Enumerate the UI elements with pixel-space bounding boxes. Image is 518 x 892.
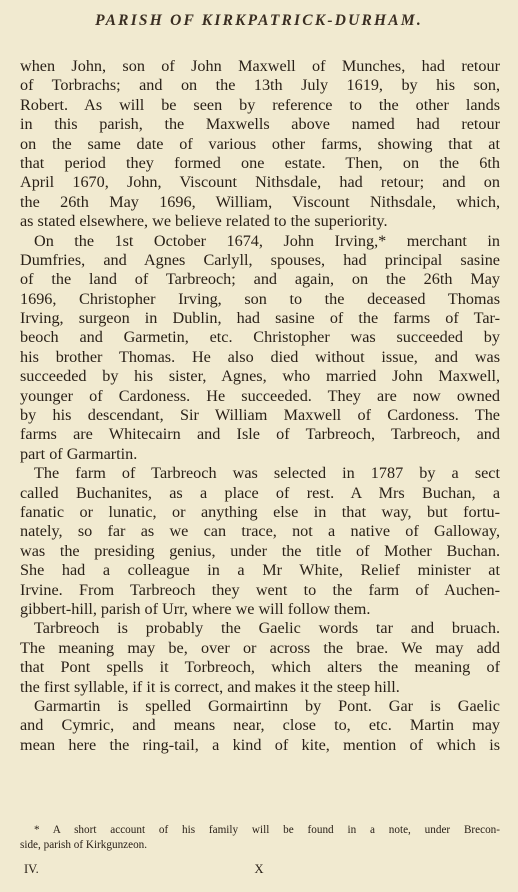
text-line: when John, son of John Maxwell of Munches, had retour xyxy=(20,57,500,75)
text-line: gibbert-hill, parish of Urr, where we will follow them. xyxy=(20,599,371,618)
text-line: called Buchanites, as a place of rest. A Mrs Buchan, a xyxy=(20,483,500,502)
text-line: Robert. As will be seen by reference to the other lands xyxy=(20,95,500,114)
text-line: that period they formed one estate. Then, on the 6th xyxy=(20,153,500,172)
text-line: in this parish, the Maxwells above named had retour xyxy=(20,115,500,134)
text-line: that Pont spells it Torbreoch, which alters the meaning of xyxy=(20,658,500,677)
text-line: was the presiding genius, under the title of Mother Buchan. xyxy=(20,541,500,560)
text-line: on the same date of various other farms, showing that at xyxy=(20,134,500,153)
footnote xyxy=(20,823,500,853)
text-line: the first syllable, if it is correct, and makes it the steep hill. xyxy=(20,677,400,696)
text-line: Irving, surgeon in Dublin, had sasine of the farms of Tar- xyxy=(20,309,500,328)
text-line: Dumfries, and Agnes Carlyll, spouses, had principal sasine xyxy=(20,250,500,269)
text-line: The meaning may be, over or across the brae. We may add xyxy=(20,638,500,657)
text-line: 1696, Christopher Irving, son to the deceased Thomas xyxy=(20,289,500,308)
signature-line xyxy=(0,862,518,880)
text-line: part of Garmartin. xyxy=(20,444,138,463)
text-line: Tarbreoch is probably the Gaelic words tar and bruach. xyxy=(34,619,500,638)
text-line: Irvine. From Tarbreoch they went to the farm of Auchen- xyxy=(20,580,500,599)
text-line: by his descendant, Sir William Maxwell of Cardoness. The xyxy=(20,406,500,425)
footnote-line: side, parish of Kirkgunzeon. xyxy=(20,839,148,851)
text-line: nately, so far as we can trace, not a native of Galloway, xyxy=(20,522,500,541)
text-line: the 26th May 1696, William, Viscount Nithsdale, which, xyxy=(20,192,500,211)
footnote-line: * A short account of his family will be found in a note, under Brecon- xyxy=(34,824,500,836)
text-line: On the 1st October 1674, John Irving,* merchant in xyxy=(34,231,500,250)
text-line: younger of Cardoness. He succeeded. They are now owned xyxy=(20,386,500,405)
text-line: fanatic or lunatic, or anything else in that way, but fortu- xyxy=(20,502,500,521)
text-line: of Torbrachs; and on the 13th July 1619, by his son, xyxy=(20,76,500,95)
text-line: and Cymric, and means near, close to, etc. Martin may xyxy=(20,716,500,735)
text-line: of the land of Tarbreoch; and again, on the 26th May xyxy=(20,270,500,289)
text-line: farms are Whitecairn and Isle of Tarbreoch, Tarbreoch, and xyxy=(20,425,500,444)
text-line: as stated elsewhere, we believe related to the superiority. xyxy=(20,212,388,231)
body-text xyxy=(20,57,500,755)
text-line: succeeded by his sister, Agnes, who married John Maxwell, xyxy=(20,367,500,386)
text-line: The farm of Tarbreoch was selected in 1787 by a sect xyxy=(34,464,500,483)
text-line: mean here the ring-tail, a kind of kite, mention of which is xyxy=(20,735,500,754)
text-line: She had a colleague in a Mr White, Relief minister at xyxy=(20,561,500,580)
running-head: PARISH OF KIRKPATRICK-DURHAM. xyxy=(95,12,423,29)
text-line: Garmartin is spelled Gormairtinn by Pont. Gar is Gaelic xyxy=(34,696,500,715)
signature-mark: X xyxy=(254,862,264,876)
text-line: beoch and Garmetin, etc. Christopher was succeeded by xyxy=(20,328,500,347)
text-line: his brother Thomas. He also died without issue, and was xyxy=(20,347,500,366)
text-line: April 1670, John, Viscount Nithsdale, had retour; and on xyxy=(20,173,500,192)
volume-number: IV. xyxy=(24,862,39,876)
